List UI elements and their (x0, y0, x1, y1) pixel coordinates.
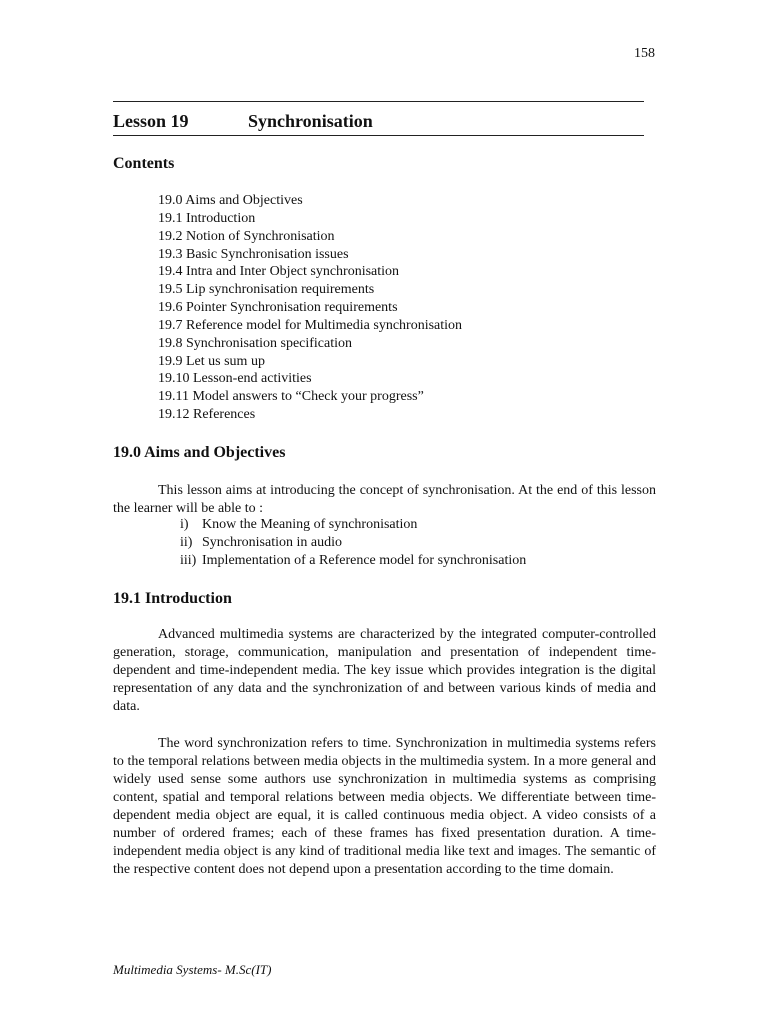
lesson-name: Synchronisation (248, 111, 373, 131)
aims-heading: 19.0 Aims and Objectives (113, 444, 286, 461)
contents-item: 19.10 Lesson-end activities (158, 371, 312, 387)
aims-list-item (180, 516, 526, 534)
list-marker: ii) (180, 535, 193, 550)
paragraph-text: The word synchronization refers to time. Synchronization in multimedia systems refers to the temporal relations between media objects in the multimedia system. In a more general and widely used sense some authors use synchronization in multimedia systems as comprising content, spatial and temporal relations between media objects. We differentiate between time-dependent media object are equal, it is called continuous media object. A video consists of a number of ordered frames; each of these frames has fixed presentation duration. A time-independent media object is any kind of traditional media like text and images. The semantic of the respective content does not depend upon a presentation according to the time domain. (113, 736, 656, 877)
list-text: Know the Meaning of synchronisation (202, 517, 418, 532)
aims-list-item (180, 552, 526, 570)
contents-item: 19.0 Aims and Objectives (158, 193, 303, 208)
top-rule (113, 101, 644, 102)
list-marker: i) (180, 517, 189, 532)
aims-list-item (180, 534, 526, 552)
lesson-title (113, 111, 373, 132)
title-underline (113, 135, 644, 136)
lesson-label: Lesson 19 (113, 111, 189, 131)
introduction-paragraph-1 (113, 626, 656, 716)
contents-list (158, 192, 462, 424)
contents-item: 19.12 References (158, 407, 256, 423)
contents-item: 19.11 Model answers to “Check your progress” (158, 389, 424, 405)
paragraph-text: Advanced multimedia systems are characterized by the integrated computer-controlled generation, storage, communication, manipulation and presentation of independent time-dependent and time-independent media. The key issue which provides integration is the digital representation of any data and the synchronization of and between various kinds of media and data. (113, 627, 656, 714)
page-number: 158 (634, 46, 655, 61)
list-marker: iii) (180, 553, 197, 568)
contents-item: 19.7 Reference model for Multimedia synchronisation (158, 317, 463, 333)
contents-item: 19.1 Introduction (158, 210, 256, 226)
contents-heading: Contents (113, 155, 175, 172)
introduction-heading: 19.1 Introduction (113, 590, 232, 607)
contents-item: 19.4 Intra and Inter Object synchronisation (158, 264, 400, 280)
contents-item: 19.8 Synchronisation specification (158, 335, 353, 351)
contents-item: 19.6 Pointer Synchronisation requirements (158, 300, 398, 316)
list-text: Implementation of a Reference model for synchronisation (202, 553, 527, 568)
contents-item: 19.9 Let us sum up (158, 353, 265, 369)
introduction-paragraph-2 (113, 735, 656, 879)
list-text: Synchronisation in audio (202, 535, 342, 550)
page-footer: Multimedia Systems- M.Sc(IT) (113, 962, 272, 977)
aims-intro (113, 482, 656, 518)
contents-item: 19.2 Notion of Synchronisation (158, 228, 335, 244)
contents-item: 19.3 Basic Synchronisation issues (158, 246, 349, 262)
aims-list (180, 516, 526, 570)
contents-item: 19.5 Lip synchronisation requirements (158, 282, 375, 298)
aims-intro-text: This lesson aims at introducing the concept of synchronisation. At the end of this lesson the learner will be able to : (113, 483, 656, 516)
